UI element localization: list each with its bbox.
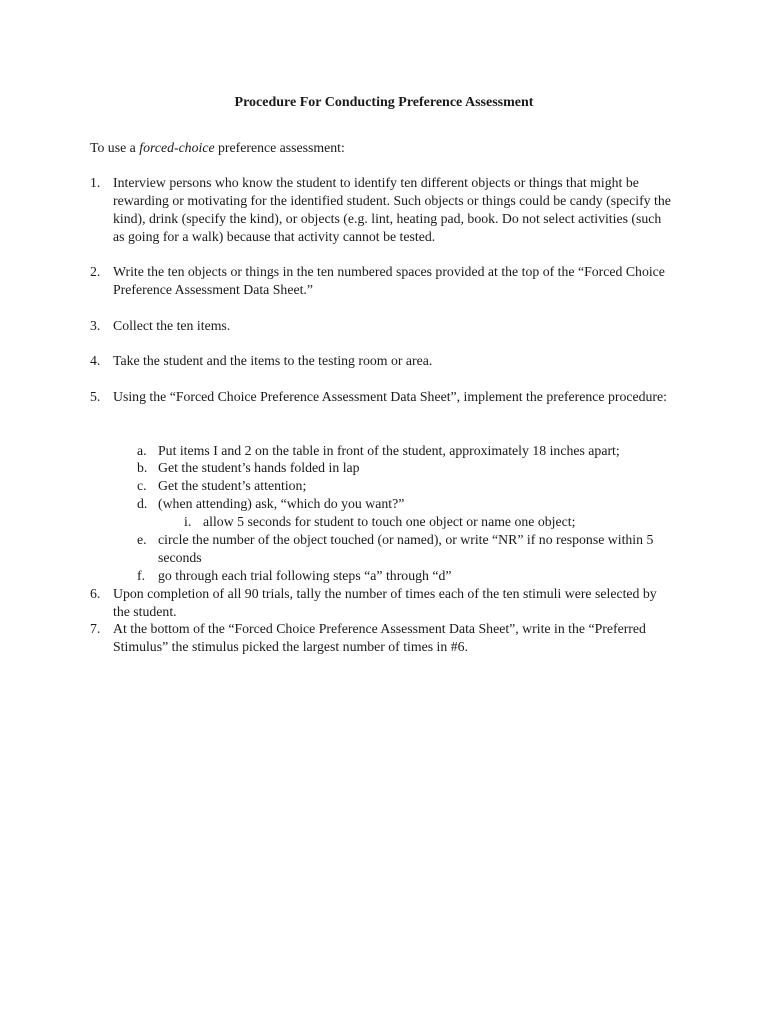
substep-d	[137, 495, 677, 513]
substep-b	[137, 459, 677, 477]
substep-text: (when attending) ask, “which do you want?”	[158, 496, 405, 511]
intro-prefix: To use a	[90, 140, 140, 155]
subsubstep-i	[184, 513, 664, 531]
substep-letter: e.	[137, 532, 147, 547]
step-text: Take the student and the items to the testing room or area.	[113, 353, 433, 368]
step-text: Write the ten objects or things in the ten numbered spaces provided at the top of the “Forced Choice Preference Assessment Data Sheet.”	[113, 264, 665, 297]
intro-emphasis: forced-choice	[139, 140, 215, 155]
substep-a	[137, 442, 677, 460]
substep-letter: d.	[137, 496, 148, 511]
document-title: Procedure For Conducting Preference Assessment	[234, 95, 534, 110]
intro-paragraph	[90, 139, 690, 157]
step-number: 1.	[90, 175, 101, 190]
step-number: 4.	[90, 353, 101, 368]
step-6	[90, 585, 690, 621]
step-4	[90, 352, 690, 370]
substep-text: circle the number of the object touched (or named), or write “NR” if no response within 5 seconds	[158, 532, 654, 565]
subsubstep-numeral: i.	[184, 514, 192, 529]
substep-letter: b.	[137, 460, 148, 475]
step-number: 5.	[90, 389, 101, 404]
intro-suffix: preference assessment:	[214, 140, 345, 155]
substep-letter: c.	[137, 478, 147, 493]
step-5	[90, 388, 690, 406]
step-text: Upon completion of all 90 trials, tally the number of times each of the ten stimuli were selected by the student.	[113, 586, 657, 619]
substep-e	[137, 531, 677, 567]
step-text: Collect the ten items.	[113, 318, 231, 333]
step-text: Using the “Forced Choice Preference Assessment Data Sheet”, implement the preference procedure:	[113, 389, 667, 404]
substep-letter: f.	[137, 568, 146, 583]
substep-letter: a.	[137, 443, 147, 458]
step-text: Interview persons who know the student to identify ten different objects or things that might be rewarding or motivating for the identified student. Such objects or things could be candy (specify the kind), drink (specify the kind), or objects (e.g. lint, heating pad, book. Do not select activities (such as going for a walk) because that activity cannot be tested.	[113, 175, 671, 244]
substep-f	[137, 567, 677, 585]
step-number: 7.	[90, 621, 101, 636]
step-7	[90, 620, 690, 656]
substep-text: Get the student’s attention;	[158, 478, 307, 493]
substep-text: go through each trial following steps “a” through “d”	[158, 568, 452, 583]
step-2	[90, 263, 690, 299]
subsubstep-text: allow 5 seconds for student to touch one object or name one object;	[203, 514, 576, 529]
step-number: 2.	[90, 264, 101, 279]
substep-text: Get the student’s hands folded in lap	[158, 460, 360, 475]
step-text: At the bottom of the “Forced Choice Preference Assessment Data Sheet”, write in the “Preferred Stimulus” the stimulus picked the largest number of times in #6.	[113, 621, 646, 654]
step-3	[90, 317, 690, 335]
substep-text: Put items I and 2 on the table in front of the student, approximately 18 inches apart;	[158, 443, 620, 458]
step-1	[90, 174, 690, 246]
step-number: 6.	[90, 586, 101, 601]
substep-c	[137, 477, 677, 495]
step-number: 3.	[90, 318, 101, 333]
